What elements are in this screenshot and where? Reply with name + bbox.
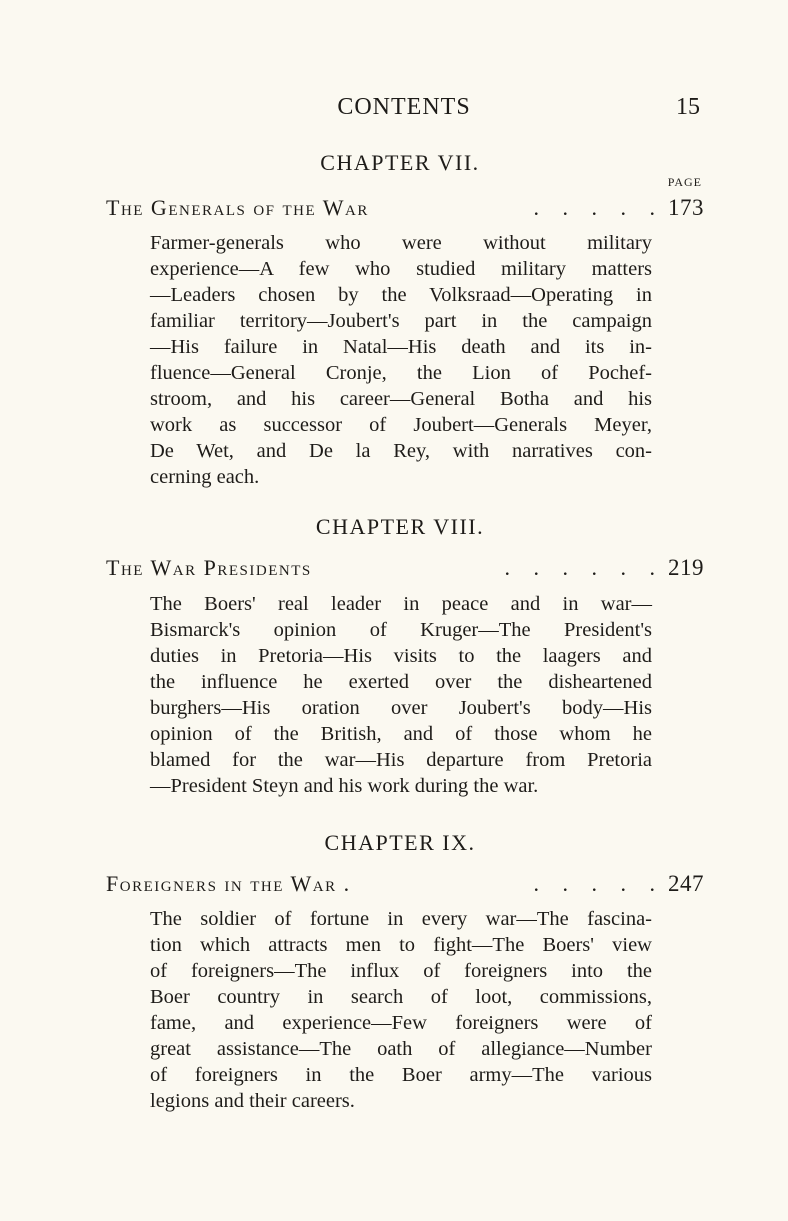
summary-line: great assistance—The oath of allegiance—Number — [150, 1038, 652, 1060]
toc-entry-page: 173 — [668, 195, 704, 220]
page-number: 15 — [676, 94, 700, 120]
toc-entry-title: The Generals of the War — [106, 195, 369, 220]
summary-line: familiar territory—Joubert's part in the campaign — [150, 310, 652, 332]
summary-line: duties in Pretoria—His visits to the laagers and — [150, 645, 652, 667]
summary-line: —Leaders chosen by the Volksraad—Operating in — [150, 284, 652, 306]
toc-entry-title: Foreigners in the War . — [106, 871, 351, 896]
toc-entry — [106, 555, 704, 585]
running-head-title: CONTENTS — [337, 94, 471, 120]
summary-line: —President Steyn and his work during the war. — [150, 775, 539, 797]
summary-line: tion which attracts men to fight—The Boers' view — [150, 934, 652, 956]
summary-line: of foreigners—The influx of foreigners into the — [150, 960, 652, 982]
chapter-summary — [150, 230, 652, 490]
toc-entry-page: 247 — [668, 871, 704, 896]
toc-entry-title: The War Presidents — [106, 555, 312, 580]
dot-leader: . . . . . — [533, 195, 664, 220]
summary-line: Farmer-generals who were without military — [150, 232, 652, 254]
summary-line: experience—A few who studied military matters — [150, 258, 652, 280]
summary-line: The soldier of fortune in every war—The fascina- — [150, 908, 652, 930]
dot-leader: . . . . . . — [504, 555, 664, 580]
summary-line: burghers—His oration over Joubert's body—His — [150, 697, 652, 719]
chapter-heading: CHAPTER VII. — [320, 150, 480, 175]
page-column-label: PAGE — [667, 175, 702, 189]
summary-line: —His failure in Natal—His death and its in- — [150, 336, 652, 358]
toc-entry — [106, 195, 704, 225]
toc-entry — [106, 871, 704, 901]
chapter-summary — [150, 591, 652, 799]
summary-line: Boer country in search of loot, commissions, — [150, 986, 652, 1008]
summary-line: fluence—General Cronje, the Lion of Pochef- — [150, 362, 652, 384]
summary-line: fame, and experience—Few foreigners were of — [150, 1012, 652, 1034]
chapter-heading: CHAPTER VIII. — [315, 514, 485, 539]
chapter-heading: CHAPTER IX. — [324, 830, 476, 855]
summary-line: the influence he exerted over the disheartened — [150, 671, 652, 693]
summary-line: opinion of the British, and of those whom he — [150, 723, 652, 745]
summary-line: cerning each. — [150, 466, 260, 488]
running-head — [0, 94, 788, 124]
summary-line: The Boers' real leader in peace and in war— — [150, 593, 652, 615]
toc-entry-page: 219 — [668, 555, 704, 580]
summary-line: of foreigners in the Boer army—The various — [150, 1064, 652, 1086]
dot-leader: . . . . . — [533, 871, 664, 896]
summary-line: blamed for the war—His departure from Pretoria — [150, 749, 652, 771]
chapter-summary — [150, 906, 652, 1114]
summary-line: work as successor of Joubert—Generals Meyer, — [150, 414, 652, 436]
summary-line: legions and their careers. — [150, 1090, 355, 1112]
summary-line: De Wet, and De la Rey, with narratives con- — [150, 440, 652, 462]
summary-line: stroom, and his career—General Botha and his — [150, 388, 652, 410]
summary-line: Bismarck's opinion of Kruger—The President's — [150, 619, 652, 641]
